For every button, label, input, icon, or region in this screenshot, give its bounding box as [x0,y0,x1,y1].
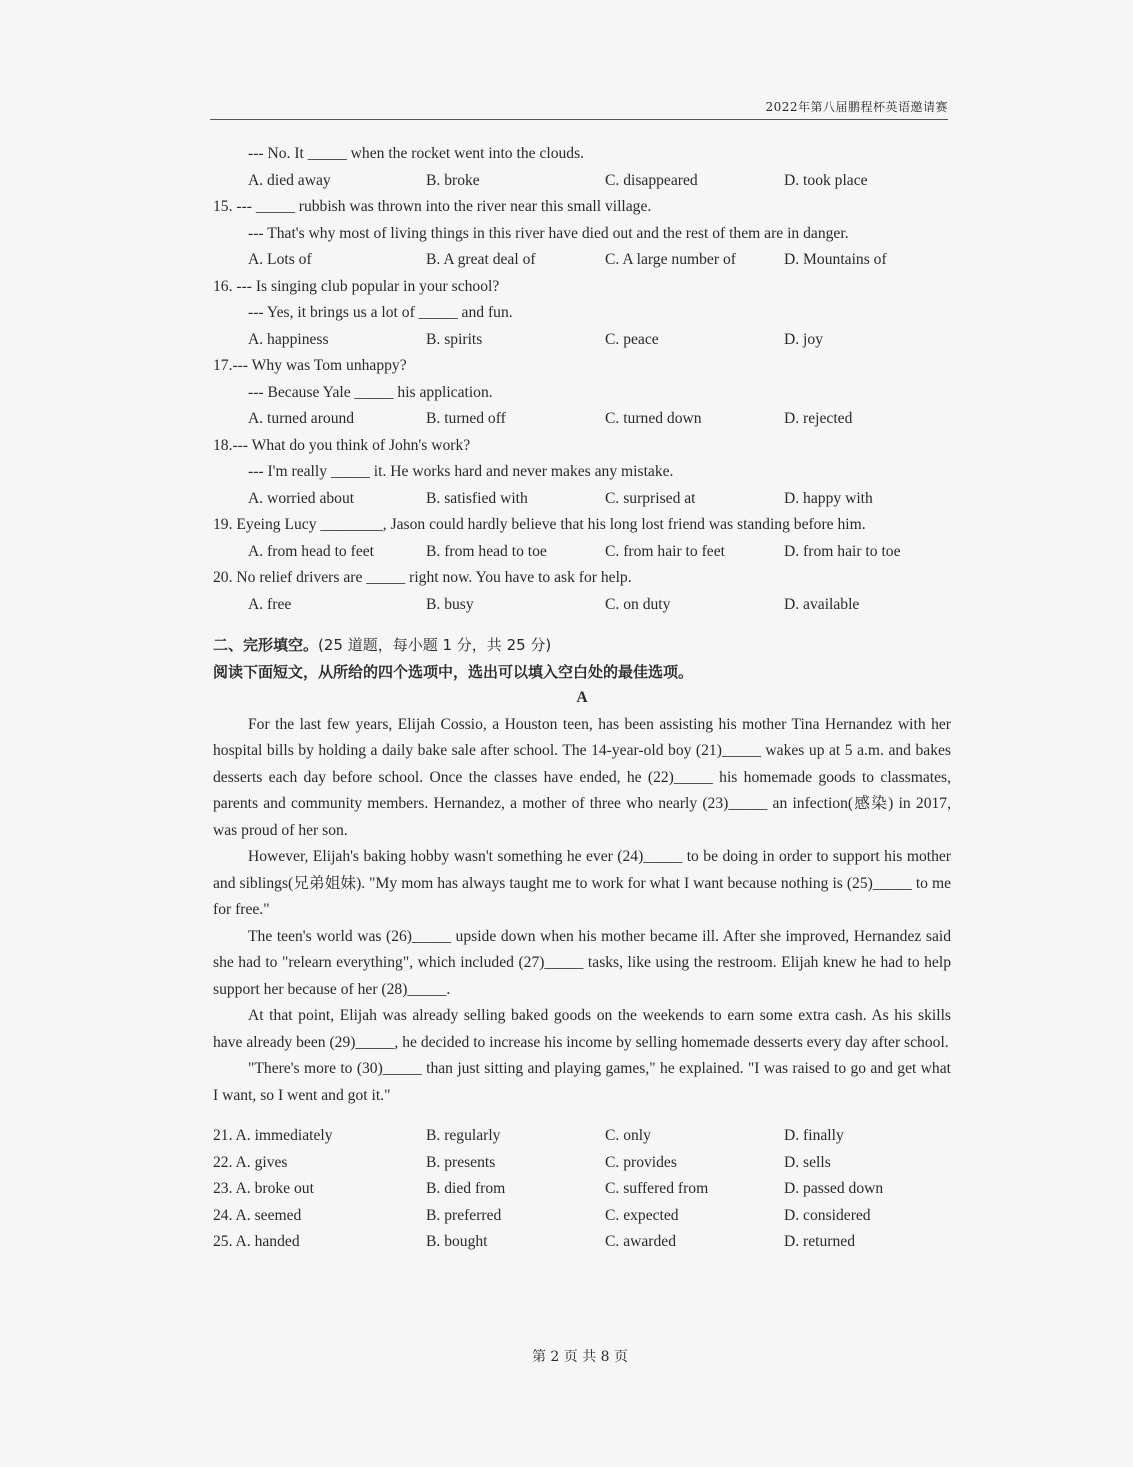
question-21 [213,1123,951,1150]
question-24-c: C. expected [605,1206,679,1224]
option-c: C. A large number of [605,251,736,268]
option-c: C. disappeared [605,171,698,189]
passage-label: A [576,689,588,706]
passage-paragraph-5: "There's more to (30)_____ than just sitting and playing games," he explained. "I was raised to go and get what I want, so I went and got it." [213,1060,951,1104]
question-24-d: D. considered [784,1206,871,1224]
option-a: A. Lots of [248,251,312,268]
passage-paragraph-2: However, Elijah's baking hobby wasn't something he ever (24)_____ to be doing in order to support his mother and siblings(兄弟姐妹). "My mom has always taught me to work for what I want because nothing is (25)_____ to me for free." [213,848,951,918]
q17-response: --- Because Yale _____ his application. [248,383,493,401]
q14-line: --- No. It _____ when the rocket went into the clouds. [248,145,585,162]
question-23-d: D. passed down [784,1180,884,1197]
question-21-c: C. only [605,1127,651,1144]
option-b: B. turned off [426,410,506,427]
q18-response: --- I'm really _____ it. He works hard and never makes any mistake. [248,463,674,480]
q15-question: 15. --- _____ rubbish was thrown into the river near this small village. [213,198,652,215]
option-b: B. satisfied with [426,489,528,507]
q17-question: 17.--- Why was Tom unhappy? [213,357,407,374]
question-25-a: 25. A. handed [213,1233,300,1250]
q20-options [213,592,951,619]
q16-response: --- Yes, it brings us a lot of _____ and fun. [248,304,513,321]
passage-paragraph-4: At that point, Elijah was already selling baked goods on the weekends to earn some extra cash. As his skills have already been (29)_____, he decided to increase his income by selling homemade desserts every day after school. [213,1007,951,1051]
option-d: D. from hair to toe [784,542,901,560]
q16-options [213,327,951,354]
page-header: 2022年第八届鹏程杯英语邀请赛 [210,98,948,120]
q18-question: 18.--- What do you think of John's work? [213,436,471,454]
q14-options [213,168,951,195]
page-content [213,141,951,1256]
page-footer: 第 2 页 共 8 页 [531,1349,629,1365]
passage-paragraph-1: For the last few years, Elijah Cossio, a Houston teen, has been assisting his mother Tina Hernandez with her hospital bills by holding a daily bake sale after school. The 14-year-old boy (21)_____ wakes up at 5 a.m. and bakes desserts each day before school. Once the classes have ended, he (22)_____ his homemade goods to classmates, parents and community members. Hernandez, a mother of three who nearly (23)_____ an infection(感染) in 2017, was proud of her son. [213,715,951,839]
question-24-b: B. preferred [426,1206,502,1224]
option-c: C. surprised at [605,489,696,507]
option-a: A. died away [248,171,331,189]
q16-question: 16. --- Is singing club popular in your school? [213,277,500,295]
option-d: D. Mountains of [784,251,887,268]
option-d: D. happy with [784,489,873,507]
option-d: D. available [784,595,860,613]
option-d: D. rejected [784,410,853,427]
q15-options [213,247,951,274]
question-23-c: C. suffered from [605,1180,709,1197]
question-21-b: B. regularly [426,1127,501,1144]
question-21-a: 21. A. immediately [213,1127,333,1144]
question-25-c: C. awarded [605,1233,677,1250]
question-22-a: 22. A. gives [213,1153,288,1171]
option-c: C. on duty [605,595,671,613]
q19-question: 19. Eyeing Lucy ________, Jason could hardly believe that his long lost friend was standing before him. [213,516,866,533]
question-21-d: D. finally [784,1127,844,1144]
question-23 [213,1176,951,1203]
q15-response: --- That's why most of living things in this river have died out and the rest of them are in danger. [248,224,849,242]
option-a: A. free [248,595,292,613]
q17-options [213,406,951,433]
option-a: A. worried about [248,489,355,507]
option-a: A. happiness [248,330,329,348]
question-24 [213,1203,951,1230]
option-b: B. broke [426,171,480,189]
question-24-a: 24. A. seemed [213,1206,302,1224]
question-22-b: B. presents [426,1153,496,1171]
question-22-d: D. sells [784,1153,831,1171]
q18-options [213,486,951,513]
q20-question: 20. No relief drivers are _____ right now. You have to ask for help. [213,569,632,586]
section-title [213,632,951,659]
question-22-c: C. provides [605,1153,677,1171]
question-25-b: B. bought [426,1233,488,1250]
section-instruction: 阅读下面短文，从所给的四个选项中，选出可以填入空白处的最佳选项。 [213,662,694,681]
question-23-a: 23. A. broke out [213,1180,314,1197]
question-25 [213,1229,951,1256]
option-b: B. spirits [426,330,483,348]
option-d: D. joy [784,330,823,348]
section-title-bold: 二、完形填空。 [213,636,319,654]
question-23-b: B. died from [426,1180,506,1197]
option-b: B. from head to toe [426,542,547,560]
option-a: A. from head to feet [248,542,374,560]
option-b: B. busy [426,595,474,613]
option-b: B. A great deal of [426,251,536,268]
option-a: A. turned around [248,410,355,427]
option-c: C. peace [605,330,659,348]
option-c: C. turned down [605,410,702,427]
option-c: C. from hair to feet [605,542,725,560]
passage-paragraph-3: The teen's world was (26)_____ upside down when his mother became ill. After she improved, Hernandez said she had to "relearn everything", which included (27)_____ tasks, like using the restroom. Elijah knew he had to help support her because of her (28)_____. [213,927,951,998]
option-d: D. took place [784,171,868,189]
question-22 [213,1150,951,1177]
question-25-d: D. returned [784,1233,856,1250]
q19-options [213,539,951,566]
section-title-rest: (25 道题，每小题 1 分，共 25 分) [318,636,552,654]
